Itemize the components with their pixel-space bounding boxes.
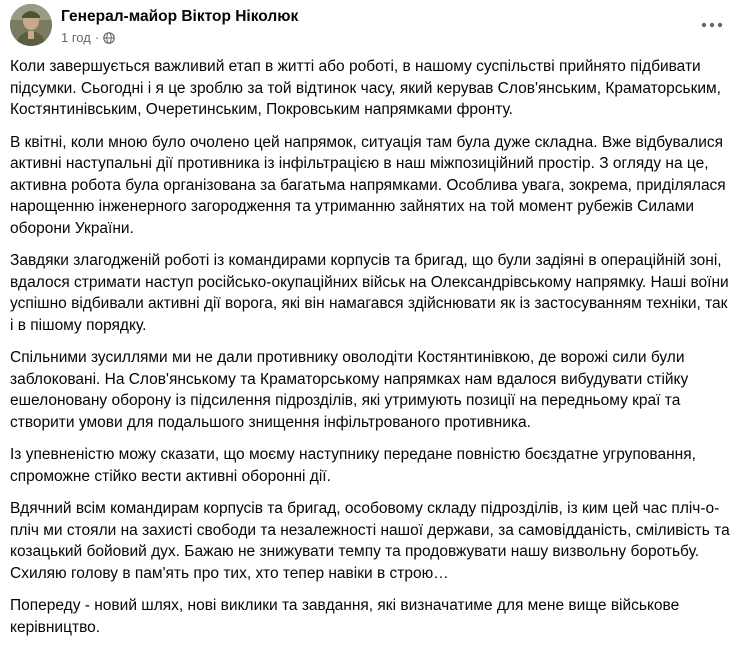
post-paragraph: Із упевненістю можу сказати, що моєму наступнику передане повністю боєздатне угруповання, спроможне стійко вести активні оборонні дії. bbox=[10, 446, 696, 485]
more-horizontal-icon bbox=[701, 15, 723, 33]
post-header bbox=[10, 4, 730, 52]
globe-icon bbox=[103, 32, 115, 44]
post-text bbox=[10, 56, 732, 649]
meta-separator: · bbox=[94, 30, 100, 45]
author-name[interactable]: Генерал-майор Віктор Ніколюк bbox=[61, 8, 299, 25]
post-paragraph: Попереду - новий шлях, нові виклики та завдання, які визначатиме для мене вище військове керівництво. bbox=[10, 597, 680, 636]
post-paragraph: Спільними зусиллями ми не дали противнику оволодіти Костянтинівкою, де ворожі сили були заблоковані. На Слов'янському та Краматорському напрямках нам вдалося вибудувати стійку ешелоновану оборону із підсилення підрозділів, які утримують позиції на передньому краї та створити умови для подальшого знищення інфільтрованого противника. bbox=[10, 349, 689, 431]
post-paragraph: В квітні, коли мною було очолено цей напрямок, ситуація там була дуже складна. Вже відбувалися активні наступальні дії противника із інфільтрацією в наш міжпозиційний простір. З огляду на це, активна робота була організована за багатьма напрямками. Особлива увага, зокрема, приділялася нарощенню інженерного загородження та утриманню зайнятих на той момент рубежів Силами оборони України. bbox=[10, 133, 726, 237]
author-avatar[interactable] bbox=[10, 4, 52, 46]
post-paragraph: Коли завершується важливий етап в житті або роботі, в нашому суспільстві прийнято підбивати підсумки. Сьогодні і я це зроблю за той відтинок часу, який керував Слов'янським, Краматорським, Костянтинівським, Очеретинським, Покровським напрямками фронту. bbox=[10, 58, 721, 118]
post-meta bbox=[61, 30, 115, 45]
post-paragraph: Вдячний всім командирам корпусів та бригад, особовому складу підрозділів, із ким цей час пліч-о-пліч ми стояли на захисті свободи та незалежності нашої держави, за самовідданість, сміливість та козацький бойовий дух. Бажаю не знижувати темпу та продовжувати нашу визвольну боротьбу. Схиляю голову в пам'ять про тих, хто тепер навіки в строю… bbox=[10, 500, 730, 582]
post-time[interactable]: 1 год bbox=[61, 30, 91, 45]
avatar-photo-icon bbox=[10, 4, 52, 46]
more-options-button[interactable] bbox=[694, 6, 730, 42]
post-paragraph: Завдяки злагодженій роботі із командирами корпусів та бригад, що були задіяні в операційній зоні, вдалося стримати наступ російсько-окупаційних військ на Олександрівському напрямку. Наші воїни успішно відбивали активні дії ворога, які він намагався здійснювати як із застосуванням техніки, так і в пішому порядку. bbox=[10, 252, 729, 334]
